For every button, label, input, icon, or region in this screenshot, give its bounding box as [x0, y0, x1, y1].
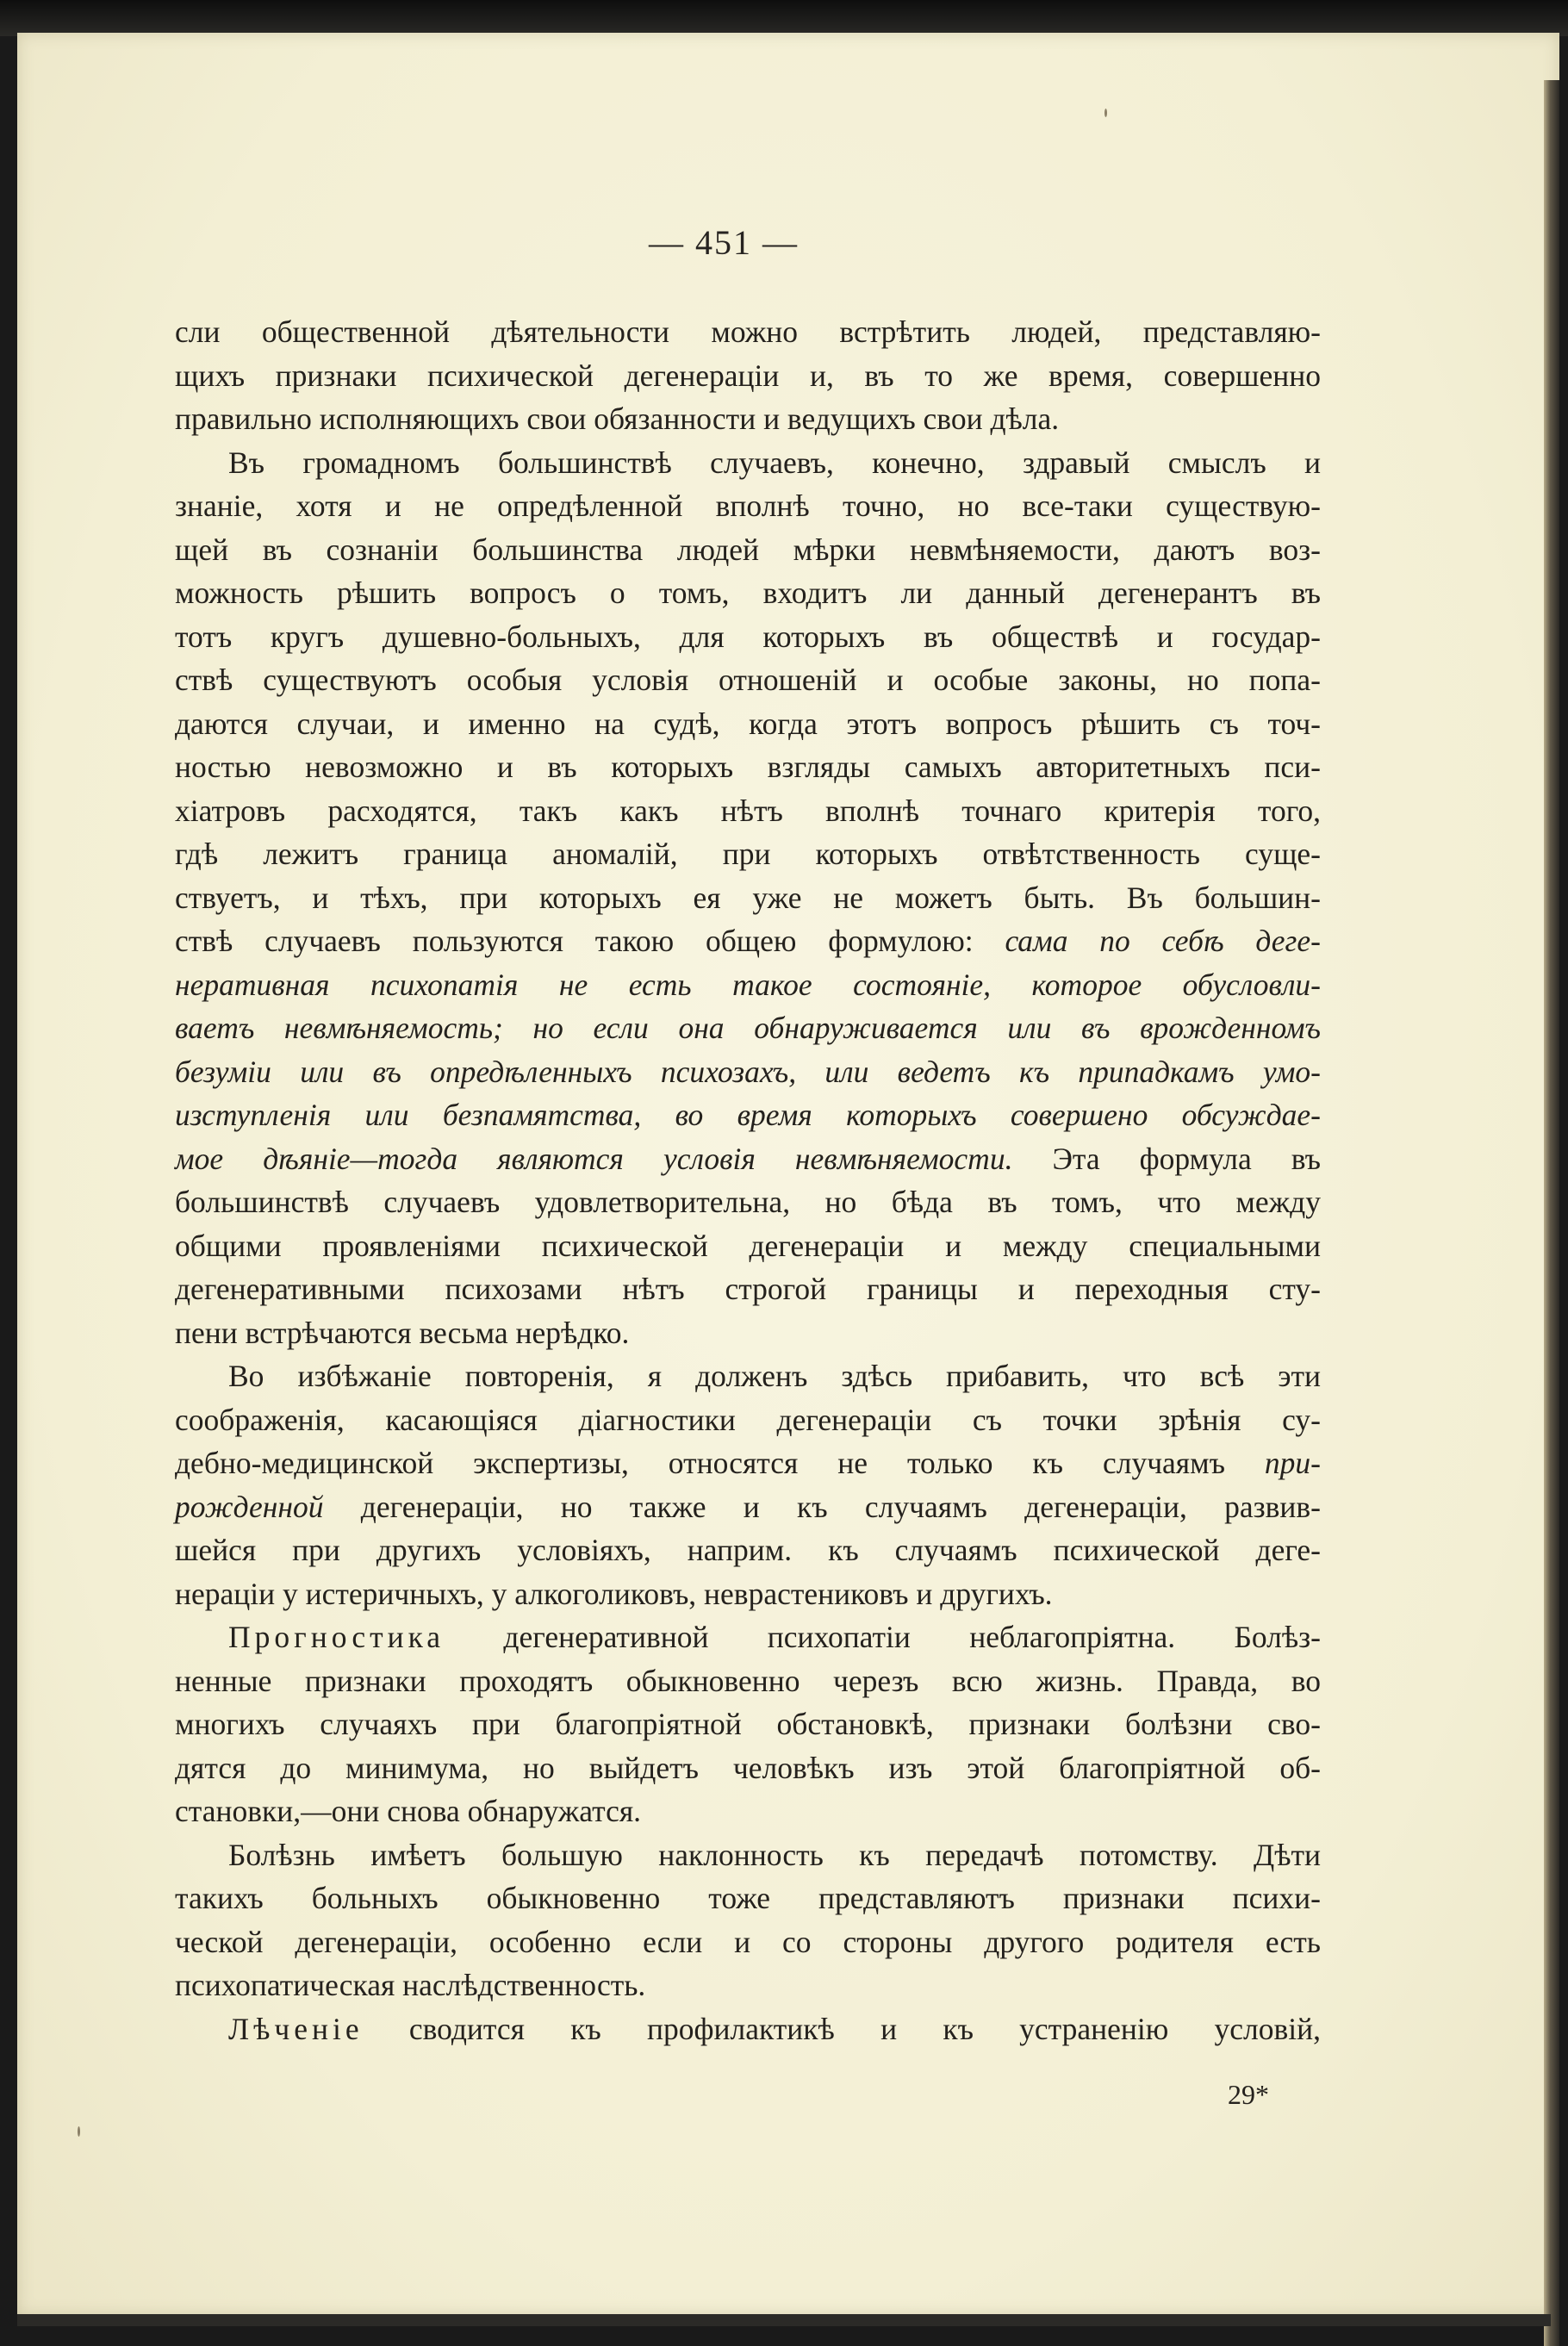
- paper-speck: [78, 2126, 80, 2137]
- text-line: [175, 1006, 1321, 1050]
- text-line: [175, 615, 1321, 659]
- printer-signature-mark: 29*: [1228, 2079, 1269, 2110]
- text-line: [175, 789, 1321, 833]
- scan-bottom-border: [17, 2314, 1551, 2326]
- text-line: [175, 1615, 1321, 1659]
- italic-run: при-: [1264, 1446, 1321, 1480]
- text-line: [175, 1833, 1321, 1877]
- text-line: [175, 658, 1321, 702]
- text-run: сли общественной дѣятельности можно встрѣтить людей, представляю-: [175, 314, 1321, 349]
- spaced-heading-word: Прогностика: [228, 1620, 445, 1654]
- text-run: ствѣ существуютъ особыя условія отношеній и особые законы, но попа-: [175, 663, 1321, 697]
- text-run: большинствѣ случаевъ удовлетворительна, но бѣда въ томъ, что между: [175, 1185, 1321, 1219]
- text-run: Эта формула въ: [1012, 1141, 1321, 1176]
- page-edge-shadow: [1544, 80, 1559, 2346]
- text-line: [175, 1659, 1321, 1703]
- text-run: Болѣзнь имѣетъ большую наклонность къ передачѣ потомству. Дѣти: [228, 1837, 1321, 1872]
- text-line: [175, 745, 1321, 789]
- text-run: соображенія, касающіяся діагностики дегенераціи съ точки зрѣнія су-: [175, 1402, 1321, 1437]
- italic-run: ваетъ невмѣняемость; но если она обнаруживается или въ врожденномъ: [175, 1011, 1321, 1045]
- text-run: даются случаи, и именно на судѣ, когда этотъ вопросъ рѣшить съ точ-: [175, 706, 1321, 741]
- text-line: [175, 919, 1321, 963]
- text-run: ствуетъ, и тѣхъ, при которыхъ ея уже не можетъ быть. Въ большин-: [175, 880, 1321, 915]
- text-line: [175, 963, 1321, 1007]
- spaced-heading-word: Лѣченіе: [228, 2011, 364, 2046]
- body-text: [175, 310, 1321, 2050]
- text-line: [175, 1137, 1321, 1181]
- paragraph: [175, 1615, 1321, 1833]
- text-run: ствѣ случаевъ пользуются такою общею формулою:: [175, 924, 1005, 958]
- text-run: гдѣ лежитъ граница аномалій, при которыхъ отвѣтственность суще-: [175, 837, 1321, 871]
- text-run: психопатическая наслѣдственность.: [175, 1968, 646, 2002]
- paragraph: [175, 441, 1321, 1355]
- text-line: [175, 1572, 1321, 1616]
- text-run: щей въ сознаніи большинства людей мѣрки невмѣняемости, даютъ воз-: [175, 532, 1321, 567]
- text-line: [175, 1441, 1321, 1485]
- text-run: Во избѣжаніе повторенія, я долженъ здѣсь прибавить, что всѣ эти: [228, 1359, 1321, 1393]
- text-line: [175, 1224, 1321, 1268]
- text-line: [175, 571, 1321, 615]
- text-line: [175, 1398, 1321, 1442]
- italic-run: неративная психопатія не есть такое состояніе, которое обусловли-: [175, 967, 1321, 1002]
- text-run: такихъ больныхъ обыкновенно тоже представляютъ признаки психи-: [175, 1881, 1321, 1915]
- paragraph: [175, 1354, 1321, 1615]
- text-line: [175, 528, 1321, 572]
- text-run: дятся до минимума, но выйдетъ человѣкъ изъ этой благопріятной об-: [175, 1750, 1321, 1785]
- text-line: [175, 1354, 1321, 1398]
- text-run: щихъ признаки психической дегенераціи и, въ то же время, совершенно: [175, 358, 1321, 393]
- italic-run: безуміи или въ опредѣленныхъ психозахъ, или ведетъ къ припадкамъ умо-: [175, 1054, 1321, 1089]
- paragraph: [175, 2007, 1321, 2051]
- text-line: [175, 1528, 1321, 1572]
- paragraph: [175, 1833, 1321, 2007]
- text-line: [175, 1702, 1321, 1746]
- text-line: [175, 1180, 1321, 1224]
- text-line: [175, 1963, 1321, 2007]
- text-run: дегенеративной психопатіи неблагопріятна. Болѣз-: [445, 1620, 1321, 1654]
- scan-top-border: [0, 0, 1568, 36]
- text-run: дегенеративными психозами нѣтъ строгой границы и переходныя сту-: [175, 1272, 1321, 1306]
- paper-speck: [1104, 109, 1107, 117]
- text-run: многихъ случаяхъ при благопріятной обстановкѣ, признаки болѣзни сво-: [175, 1707, 1321, 1741]
- text-run: общими проявленіями психической дегенераціи и между специальными: [175, 1228, 1321, 1263]
- text-line: [175, 1485, 1321, 1529]
- text-run: становки,—они снова обнаружатся.: [175, 1794, 642, 1828]
- text-line: [175, 310, 1321, 354]
- text-run: нераціи у истеричныхъ, у алкоголиковъ, неврастениковъ и другихъ.: [175, 1576, 1053, 1611]
- text-line: [175, 1093, 1321, 1137]
- italic-run: мое дѣяніе—тогда являются условія невмѣняемости.: [175, 1141, 1013, 1176]
- text-line: [175, 832, 1321, 876]
- text-run: знаніе, хотя и не опредѣленной вполнѣ точно, но все-таки существую-: [175, 488, 1321, 523]
- text-line: [175, 397, 1321, 441]
- text-run: можность рѣшить вопросъ о томъ, входитъ ли данный дегенерантъ въ: [175, 576, 1321, 610]
- text-line: [175, 876, 1321, 920]
- text-run: дегенераціи, но также и къ случаямъ дегенераціи, развив-: [323, 1489, 1321, 1524]
- text-line: [175, 484, 1321, 528]
- text-line: [175, 702, 1321, 746]
- italic-run: рожденной: [175, 1489, 324, 1524]
- book-page: [17, 33, 1559, 2316]
- text-line: [175, 1050, 1321, 1094]
- text-line: [175, 1311, 1321, 1355]
- text-run: правильно исполняющихъ свои обязанности и ведущихъ свои дѣла.: [175, 401, 1060, 436]
- text-run: Въ громадномъ большинствѣ случаевъ, конечно, здравый смыслъ и: [228, 445, 1321, 480]
- text-line: [175, 441, 1321, 485]
- text-line: [175, 1789, 1321, 1833]
- text-run: хіатровъ расходятся, такъ какъ нѣтъ вполнѣ точнаго критерія того,: [175, 793, 1321, 828]
- paragraph: [175, 310, 1321, 441]
- text-run: ческой дегенераціи, особенно если и со стороны другого родителя есть: [175, 1924, 1321, 1959]
- text-line: [175, 1920, 1321, 1964]
- text-run: пени встрѣчаются весьма нерѣдко.: [175, 1315, 630, 1350]
- text-line: [175, 2007, 1321, 2051]
- italic-run: изступленія или безпамятства, во время которыхъ совершено обсуждае-: [175, 1098, 1321, 1132]
- text-line: [175, 1267, 1321, 1311]
- text-run: дебно-медицинской экспертизы, относятся не только къ случаямъ: [175, 1446, 1265, 1480]
- text-run: шейся при другихъ условіяхъ, наприм. къ случаямъ психической деге-: [175, 1533, 1321, 1567]
- text-run: сводится къ профилактикѣ и къ устраненію условій,: [363, 2011, 1321, 2046]
- text-run: ностью невозможно и въ которыхъ взгляды самыхъ авторитетныхъ пси-: [175, 750, 1321, 784]
- italic-run: сама по себѣ деге-: [1005, 924, 1321, 958]
- text-run: тотъ кругъ душевно-больныхъ, для которыхъ въ обществѣ и государ-: [175, 619, 1321, 654]
- text-line: [175, 1876, 1321, 1920]
- page-number: — 451 —: [649, 223, 799, 262]
- text-run: ненные признаки проходятъ обыкновенно черезъ всю жизнь. Правда, во: [175, 1663, 1321, 1698]
- text-line: [175, 354, 1321, 398]
- text-line: [175, 1746, 1321, 1790]
